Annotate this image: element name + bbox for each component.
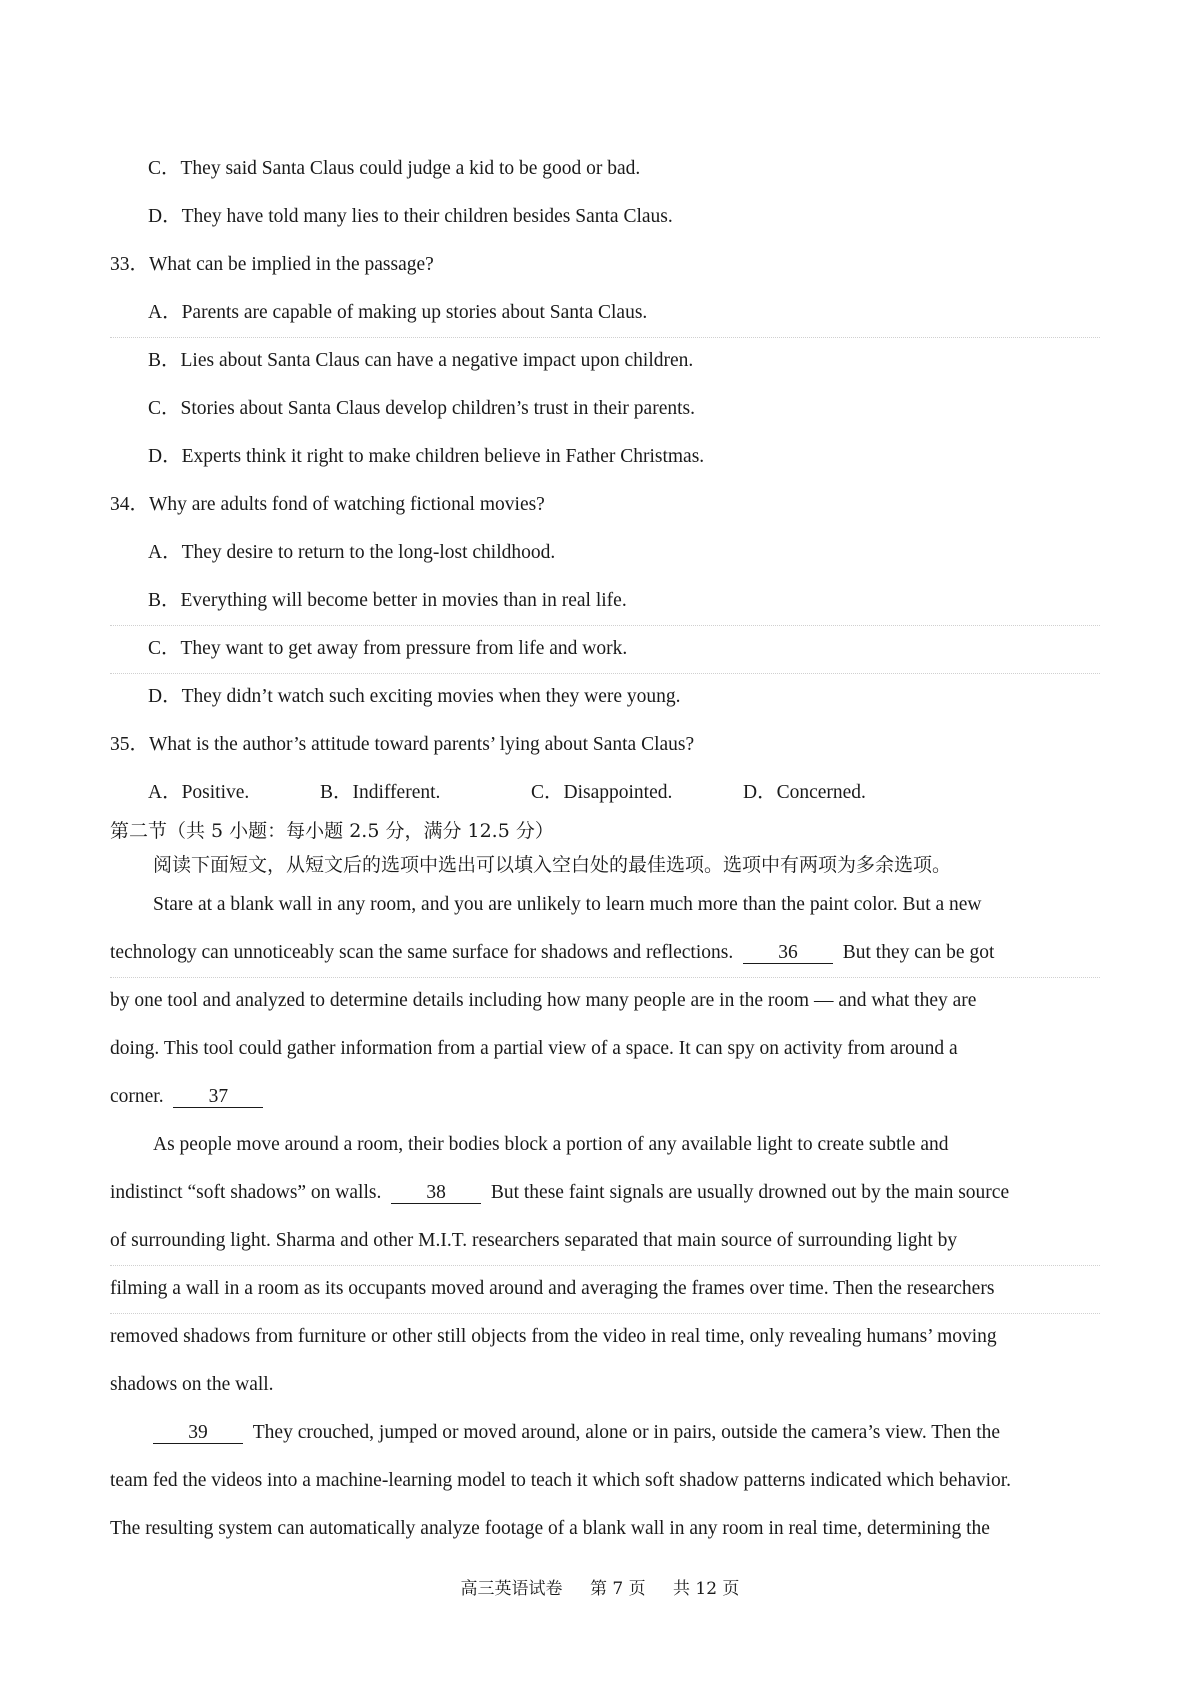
blank-39: 39: [153, 1423, 243, 1444]
divider: [110, 977, 1100, 978]
passage-line: [0, 941, 1200, 965]
divider: [110, 1265, 1100, 1266]
q33-option-c: C．Stories about Santa Claus develop children’s trust in their parents.: [148, 398, 695, 419]
passage-text: corner.: [110, 1086, 164, 1107]
q35-options: [0, 781, 1200, 805]
q35-option-a: A．Positive.: [148, 782, 250, 803]
passage-text: But these faint signals are usually drowned out by the main source: [490, 1182, 1010, 1203]
passage-line: removed shadows from furniture or other still objects from the video in real time, only revealing humans’ moving: [110, 1326, 997, 1347]
page-footer: [0, 1574, 1200, 1599]
passage-line: of surrounding light. Sharma and other M.I.T. researchers separated that main source of surrounding light by: [110, 1230, 958, 1251]
passage-line: doing. This tool could gather information from a partial view of a space. It can spy on activity from around a: [110, 1038, 958, 1059]
footer-title: 高三英语试卷: [460, 1579, 563, 1599]
q34-option-b: B．Everything will become better in movies than in real life.: [148, 590, 627, 611]
passage-line: The resulting system can automatically analyze footage of a blank wall in any room in real time, determining the: [110, 1518, 990, 1539]
q34-option-d: D．They didn’t watch such exciting movies when they were young.: [148, 686, 681, 707]
passage-line: [0, 1181, 1200, 1205]
passage-line: Stare at a blank wall in any room, and you are unlikely to learn much more than the paint color. But a new: [153, 894, 982, 915]
q34-option-a: A．They desire to return to the long-lost childhood.: [148, 542, 556, 563]
q33-option-d: D．Experts think it right to make children believe in Father Christmas.: [148, 446, 705, 467]
blank-38: 38: [391, 1183, 481, 1204]
section2-instruction: 阅读下面短文，从短文后的选项中选出可以填入空白处的最佳选项。选项中有两项为多余选项。: [153, 854, 952, 876]
q34-option-c: C．They want to get away from pressure from life and work.: [148, 638, 628, 659]
passage-line: shadows on the wall.: [110, 1374, 274, 1395]
divider: [110, 625, 1100, 626]
q35-option-d: D．Concerned.: [743, 782, 866, 803]
q33-stem: 33．What can be implied in the passage?: [110, 254, 434, 275]
passage-text: But they can be got: [842, 942, 995, 963]
passage-line: by one tool and analyzed to determine details including how many people are in the room — and what they are: [110, 990, 977, 1011]
q32-option-d: D．They have told many lies to their children besides Santa Claus.: [148, 206, 673, 227]
divider: [110, 337, 1100, 338]
q34-stem: 34．Why are adults fond of watching fictional movies?: [110, 494, 545, 515]
passage-line: [0, 1421, 1200, 1445]
passage-line: As people move around a room, their bodies block a portion of any available light to create subtle and: [153, 1134, 949, 1155]
passage-text: indistinct “soft shadows” on walls.: [110, 1182, 382, 1203]
blank-37: 37: [173, 1087, 263, 1108]
passage-text: technology can unnoticeably scan the same surface for shadows and reflections.: [110, 942, 734, 963]
q35-option-c: C．Disappointed.: [531, 782, 673, 803]
q32-option-c: C．They said Santa Claus could judge a kid to be good or bad.: [148, 158, 641, 179]
divider: [110, 673, 1100, 674]
passage-line: filming a wall in a room as its occupants moved around and averaging the frames over time. Then the researchers: [110, 1278, 995, 1299]
section2-heading: 第二节（共 5 小题：每小题 2.5 分，满分 12.5 分）: [110, 820, 554, 842]
passage-line: [0, 1085, 1200, 1109]
q35-stem: 35．What is the author’s attitude toward parents’ lying about Santa Claus?: [110, 734, 695, 755]
footer-total: 共 12 页: [672, 1579, 740, 1599]
q33-option-a: A．Parents are capable of making up stories about Santa Claus.: [148, 302, 648, 323]
blank-36: 36: [743, 943, 833, 964]
q33-option-b: B．Lies about Santa Claus can have a negative impact upon children.: [148, 350, 694, 371]
passage-line: team fed the videos into a machine-learning model to teach it which soft shadow patterns indicated which behavior.: [110, 1470, 1012, 1491]
q35-option-b: B．Indifferent.: [320, 782, 441, 803]
footer-page: 第 7 页: [589, 1579, 646, 1599]
passage-text: They crouched, jumped or moved around, alone or in pairs, outside the camera’s view. Then the: [252, 1422, 1001, 1443]
divider: [110, 1313, 1100, 1314]
